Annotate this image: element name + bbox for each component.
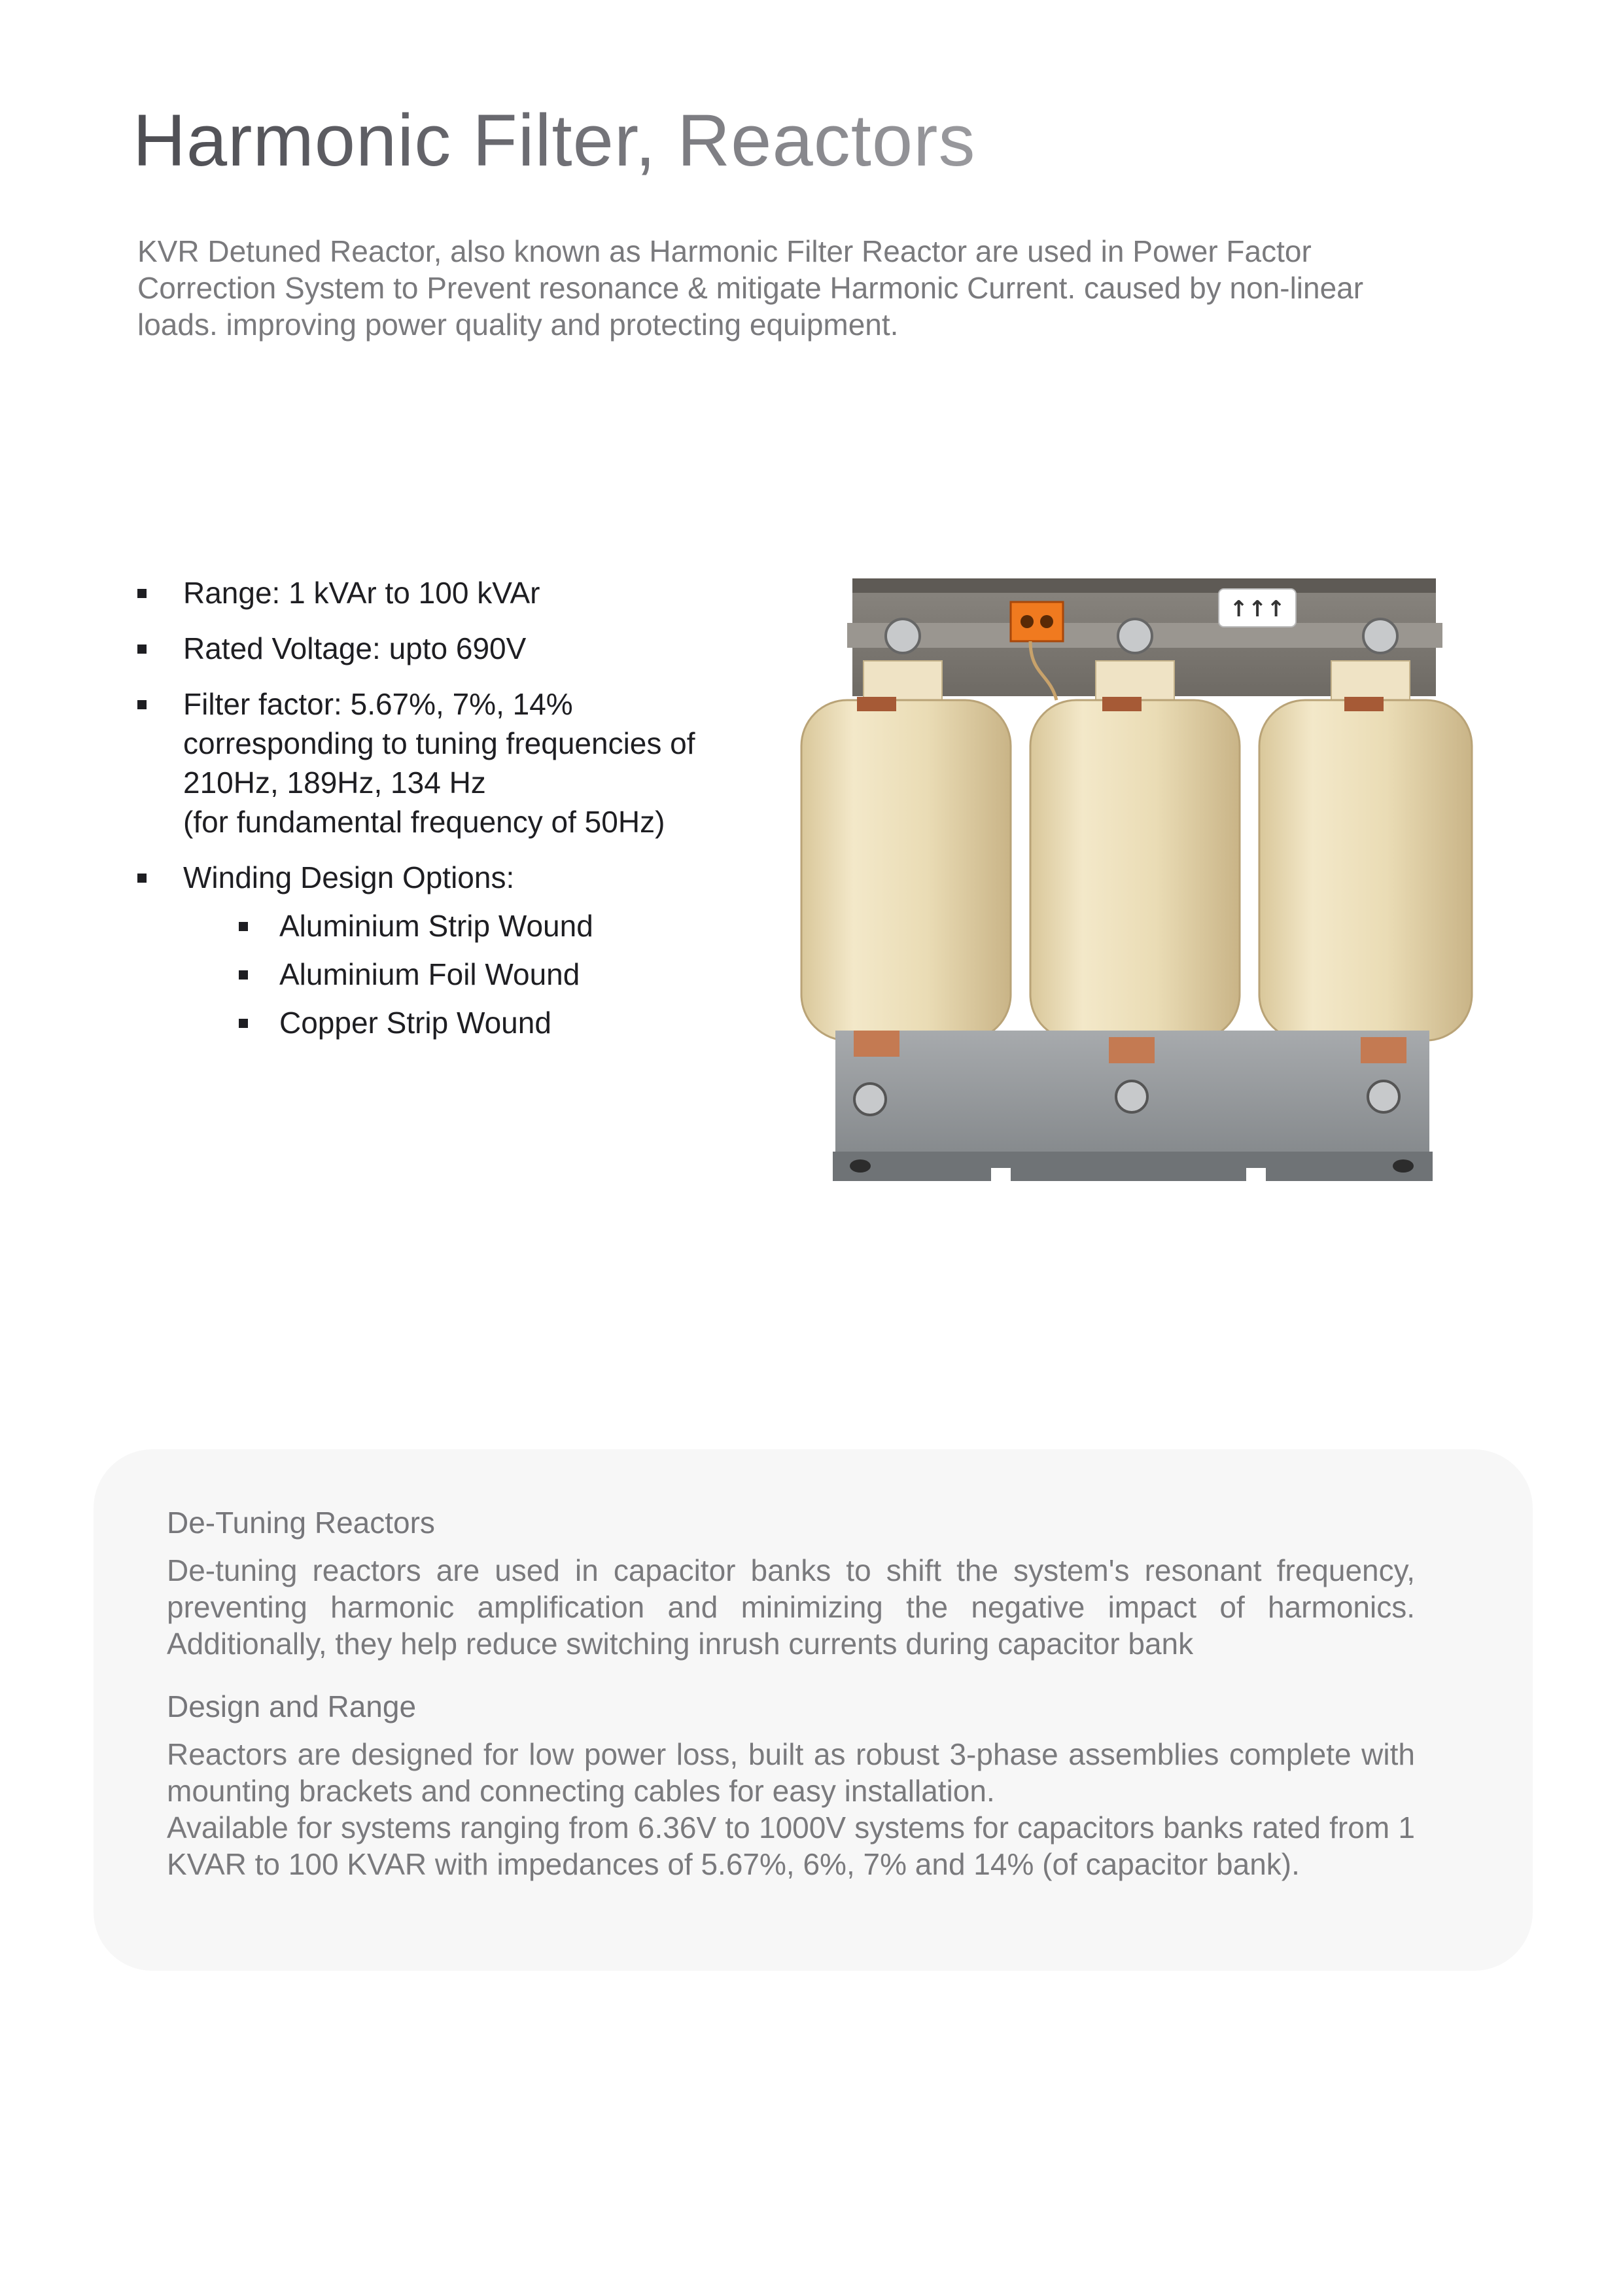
info-card [94,1449,1533,1971]
terminal-screw [1040,615,1053,628]
mount-hole [850,1159,871,1173]
winding-title: Winding Design Options: [183,860,515,894]
label-arrows: ↑↑↑ [1229,596,1285,622]
top-core-plate [852,578,1436,593]
terminal-block [1011,602,1063,641]
detuning-text: De-tuning reactors are used in capacitor banks to shift the system's resonant frequency, preventing harmonic amplification and minimizing the negative impact of harmonics. Additionally, they help reduce switching inrush currents during capacitor bank [167,1553,1415,1661]
filter-frequencies-line: 210Hz, 189Hz, 134 Hz [183,766,486,800]
bolt [1116,1081,1147,1112]
coil-phase-1 [801,700,1011,1040]
filter-factor-line: Filter factor: 5.67%, 7%, 14% [183,687,573,721]
spec-winding [137,858,792,1042]
bolt [886,619,920,653]
winding-options [183,906,792,1042]
bolt [1363,619,1397,653]
spec-range: Range: 1 kVAr to 100 kVAr [137,573,792,612]
detuning-heading: De-Tuning Reactors [167,1506,435,1540]
coil-phase-2 [1030,700,1240,1040]
copper-tab [854,1031,899,1057]
copper-tab [1344,697,1384,711]
mounting-foot [833,1152,1433,1181]
spec-voltage: Rated Voltage: upto 690V [137,629,792,668]
reactor-product-image [795,569,1488,1197]
bolt [1118,619,1152,653]
winding-option: Copper Strip Wound [239,1003,792,1042]
terminal-screw [1021,615,1034,628]
spec-list [137,573,792,1042]
copper-tab [1361,1037,1406,1063]
copper-tab [1102,697,1142,711]
design-heading: Design and Range [167,1689,417,1723]
mount-hole [1393,1159,1414,1173]
intro-paragraph: KVR Detuned Reactor, also known as Harmonic Filter Reactor are used in Power Factor Correction System to Prevent resonance & mitigate Harmonic Current. caused by non-linear loads. improving power quality and protecting equipment. [137,234,1364,342]
filter-fundamental-line: (for fundamental frequency of 50Hz) [183,805,665,839]
spec-filter-factor [137,684,792,841]
winding-option: Aluminium Foil Wound [239,955,792,994]
design-text-1: Reactors are designed for low power loss, built as robust 3-phase assemblies complete with mounting brackets and connecting cables for easy installation. [167,1737,1415,1808]
coil-phase-3 [1259,700,1472,1040]
design-text-2: Available for systems ranging from 6.36V to 1000V systems for capacitors banks rated from 1 KVAR to 100 KVAR with impedances of 5.67%, 6%, 7% and 14% (of capacitor bank). [167,1810,1415,1881]
filter-tuning-line: corresponding to tuning frequencies of [183,726,695,760]
copper-tab [1109,1037,1155,1063]
copper-tab [857,697,896,711]
bolt [1368,1081,1399,1112]
winding-option: Aluminium Strip Wound [239,906,792,945]
page-title: Harmonic Filter, Reactors [133,99,976,181]
bolt [854,1084,886,1115]
